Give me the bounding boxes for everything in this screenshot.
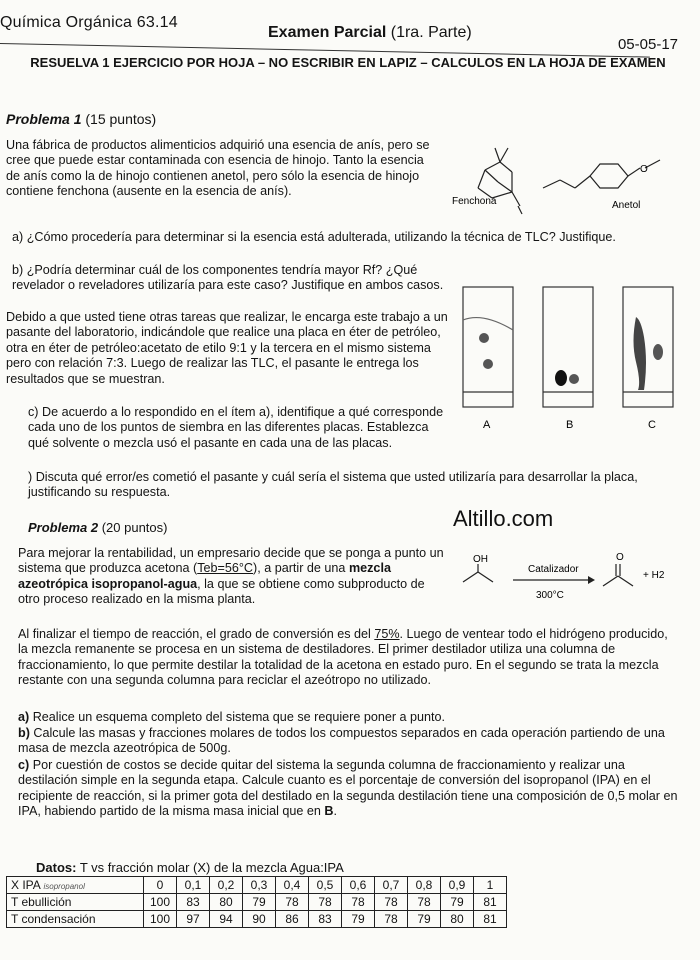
conversion-degree: 75% [374,627,400,641]
row-header: T condensación [7,911,144,928]
problem2-question-b-label: b) [18,726,30,740]
problem2-body-part2: . Luego de ventear todo el hidrógeno producido, la mezcla remanente se procesa en un sistema de destiladores. El primer destilador utiliza una columna de fraccionamiento, lo que permite destilar la totalidad de la acetona en estado puro. En el segundo se trata la mezcla restante con una segunda columna para reciclar el azeótropo no utilizado. [18,627,668,688]
table-cell: 78 [375,894,408,911]
plate-c-spot [653,344,663,360]
problem1-question-a-text: ¿Cómo procedería para determinar si la esencia está adulterada, utilizando la técnica de TLC? Justifique. [26,230,616,244]
row-header [7,877,144,894]
problem1-question-c-label: c) [28,405,39,419]
table-row [7,877,507,894]
table-cell: 0,9 [441,877,474,894]
table-cell: 0,7 [375,877,408,894]
table-cell: 83 [309,911,342,928]
problem2-intro [18,546,448,608]
table-cell: 0,5 [309,877,342,894]
row-header-scribble: isopropanol [43,882,85,891]
problem2-question-a [18,710,678,725]
table-cell: 79 [408,911,441,928]
tlc-plate-c [623,287,673,407]
problem2-intro-part1: Para mejorar la rentabilidad, un empresario decide que se ponga a punto un sistema que produzca acetona ( [18,546,444,576]
problem1-question-b-label: b) [12,263,24,277]
exam-date: 05-05-17 [617,36,678,53]
anetol-oxygen: O [640,164,648,175]
table-row [7,894,507,911]
reactant-oh-label: OH [473,554,488,565]
reaction-temperature: 300°C [536,590,564,601]
table-cell: 1 [474,877,507,894]
table-cell: 0,6 [342,877,375,894]
problem2-question-a-label: a) [18,710,30,724]
problem2-title [28,520,167,535]
hydrogen-byproduct: + H2 [643,570,665,581]
row-header-text: X IPA [11,878,41,892]
table-cell: 94 [210,911,243,928]
acetone-structure [603,564,633,586]
table-cell: 79 [342,911,375,928]
problem1-points: (15 puntos) [85,111,157,127]
table-cell: 79 [441,894,474,911]
table-cell: 86 [276,911,309,928]
problem2-question-b-text: Calcule las masas y fracciones molares de todos los compuestos separados en cada operación partiendo de una masa de mezcla azeotrópica de 500g. [18,726,665,756]
reaction-arrow-head [588,576,595,584]
problem2-question-c-label: c) [18,758,30,772]
problem2-question-c [18,758,678,820]
plate-b-spot-light [569,374,579,384]
table-cell: 90 [243,911,276,928]
product-o-label: O [616,552,624,563]
plate-a-label: A [483,419,491,431]
tlc-plates [458,282,688,432]
table-cell: 100 [144,894,177,911]
table-row [7,911,507,928]
plate-c-streak [634,317,647,390]
plate-a-spot-upper [479,333,489,343]
problem1-intro: Una fábrica de productos alimenticios adquirió una esencia de anís, pero se cree que puede estar contaminada con esencia de hinojo. Tanto la esencia de anís como la de hinojo contienen anetol, pero sólo la esencia de hinojo contiene fenchona (ausente en la esencia de anís). [6,138,430,199]
problem2-question-a-text: Realice un esquema completo del sistema que se requiere poner a punto. [32,710,446,724]
instructions: RESUELVA 1 EJERCICIO POR HOJA – NO ESCRIBIR EN LAPIZ – CALCULOS EN LA HOJA DE EXAMEN [30,55,666,70]
problem1-question-b-text: ¿Podría determinar cuál de los componentes tendría mayor Rf? ¿Qué revelador o reveladores utilizaría para este caso? Justifique en ambos casos. [12,263,444,293]
watermark: Altillo.com [453,506,554,531]
table-cell: 0,1 [177,877,210,894]
problem2-question-b [18,726,678,757]
exam-title-main: Examen Parcial [268,24,387,41]
molecule-structures [440,140,680,220]
course-name: Química Orgánica 63.14 [0,14,178,31]
data-caption-text: T vs fracción molar (X) de la mezcla Agua:IPA [79,860,344,875]
table-cell: 78 [342,894,375,911]
problem1-question-c [28,405,452,451]
problem2-points: (20 puntos) [101,520,168,535]
data-caption [36,860,344,875]
data-label: Datos: [36,860,77,875]
tlc-plate-b [543,287,593,407]
table-cell: 78 [408,894,441,911]
isopropanol-structure [463,564,493,582]
table-cell: 80 [441,911,474,928]
problem1-context: Debido a que usted tiene otras tareas que realizar, le encarga este trabajo a un pasante del laboratorio, indicándole que realice una placa en éter de petróleo, otra en éter de petróleo:acetato de etilo 9:1 y la tercera en el mismo sistema pero con relación 7:3. Luego de realizar las TLC, el pasante le entrega los resultados que se muestran. [6,310,448,386]
table-cell: 78 [375,911,408,928]
row-header: T ebullición [7,894,144,911]
table-cell: 0 [144,877,177,894]
problem2-question-c-end: . [333,804,337,819]
table-cell: 83 [177,894,210,911]
problem1-question-d [28,470,668,501]
table-cell: 100 [144,911,177,928]
table-cell: 0,4 [276,877,309,894]
acetone-boiling-point: Teb=56°C [197,561,254,576]
table-cell: 0,8 [408,877,441,894]
azeotropic-mixture: mezcla azeotrópica isopropanol-agua [18,561,391,591]
problem1-question-d-label: ) [28,470,33,484]
problem1-question-a-label: a) [12,230,24,244]
problem2-question-c-text: Por cuestión de costos se decide quitar del sistema la segunda columna de fraccionamiento y realizar una destilación simple en la segunda etapa. Calcule cuanto es el porcentaje de conversión del isopropanol (IPA) en el recipiente de reacción, si la primer gota del destilado en la segunda destilación tiene una composición de 0,5 molar en IPA, habiendo partido de la misma masa inicial que en [18,758,678,819]
fenchona-label: Fenchona [452,196,497,207]
table-cell: 0,3 [243,877,276,894]
problem1-question-b [12,263,452,294]
data-table [6,876,507,928]
problem2-question-c-ref: B [324,804,334,819]
table-cell: 80 [210,894,243,911]
table-cell: 78 [276,894,309,911]
problem2-body-part1: Al finalizar el tiempo de reacción, el grado de conversión es del [18,627,375,641]
table-cell: 81 [474,911,507,928]
table-cell: 79 [243,894,276,911]
tlc-plate-a [463,287,513,407]
reaction-scheme [458,548,688,608]
problem1-question-d-text: Discuta qué error/es cometió el pasante y cuál sería el sistema que usted utilizaría para desarrollar la placa, justificando su respuesta. [28,470,638,500]
problem2-intro-part3: , la que se obtiene como subproducto de otro proceso realizado en la misma planta. [18,576,425,607]
anetol-label: Anetol [612,200,641,211]
plate-b-label: B [566,419,574,431]
problem1-question-c-text: De acuerdo a lo respondido en el ítem a), identifique a qué corresponde cada uno de los puntos de siembra en las diferentes placas. Establezca qué solvente o mezcla usó el pasante en cada una de las placas. [28,405,444,450]
exam-title [268,24,472,42]
problem1-heading: Problema 1 [6,111,82,127]
problem2-intro-part2: ), a partir de una [253,561,349,576]
problem2-body [18,627,678,689]
problem1-title [6,111,156,127]
problem2-heading: Problema 2 [28,520,99,535]
table-cell: 78 [309,894,342,911]
plate-c-label: C [648,419,656,431]
plate-a-spot-lower [483,359,493,369]
reaction-catalyst: Catalizador [528,564,579,575]
plate-b-spot-dark [555,370,567,386]
table-cell: 97 [177,911,210,928]
problem1-question-a [12,230,676,245]
table-cell: 81 [474,894,507,911]
table-cell: 0,2 [210,877,243,894]
exam-title-sub: (1ra. Parte) [390,24,472,41]
